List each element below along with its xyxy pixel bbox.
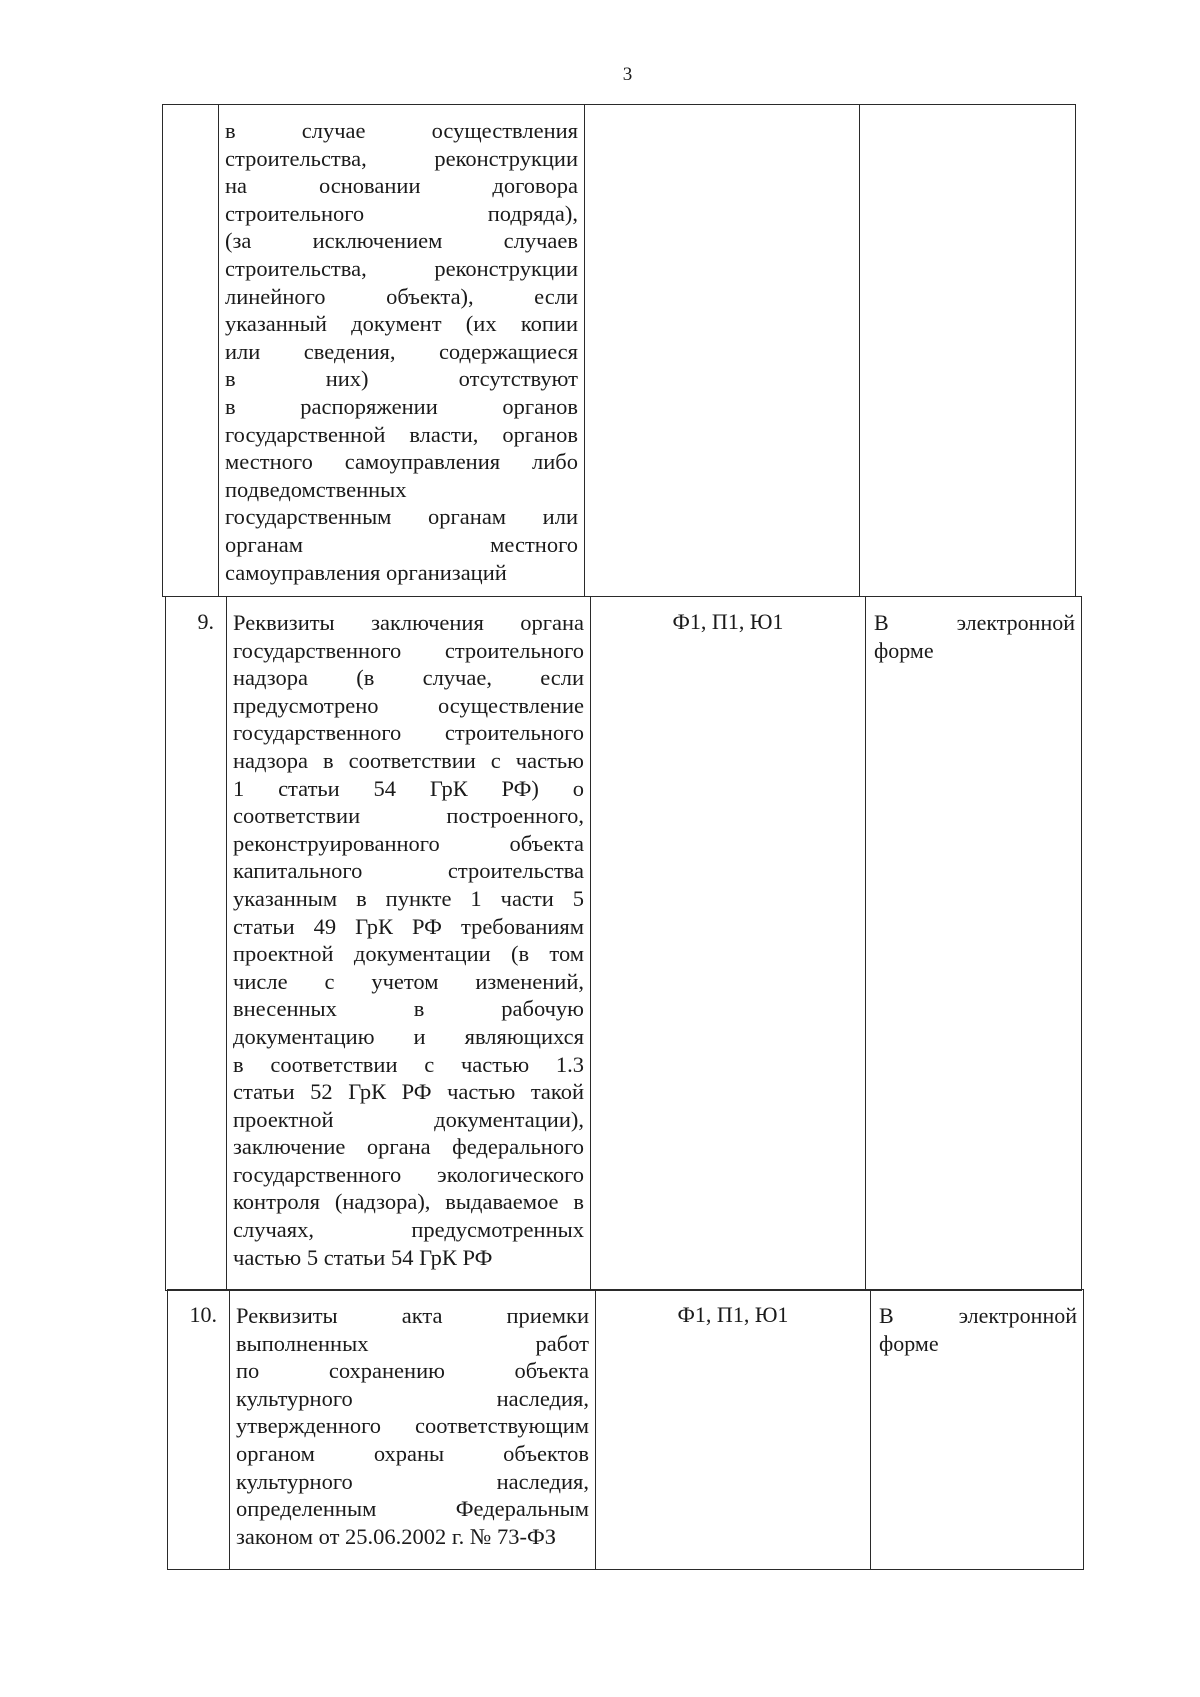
cell-text-line: культурного наследия, [236,1385,589,1411]
cell-text-line: по сохранению объекта [236,1358,589,1384]
cell-text-line: культурного наследия, [236,1468,589,1494]
cell-text-line: утвержденного соответствующим [236,1413,589,1439]
cell-text-line: подведомственных [225,476,407,502]
cell-text-line: органам местного [225,531,578,557]
cell-text-line: государственного строительного [233,637,584,663]
cell-text-line: заключение органа федерального [233,1134,584,1160]
description-cell [227,597,591,1291]
cell-text-line: органом охраны объектов [236,1440,589,1466]
cell-text-line: в случае осуществления [225,118,578,143]
page-number: 3 [622,64,633,85]
cell-text-line: линейного объекта), если [225,283,578,309]
cell-text-line: реконструированного объекта [233,830,584,856]
cell-text-line: надзора (в случае, если [233,665,584,691]
form-cell [866,597,1082,1291]
description-cell [219,105,585,597]
cell-text-line: местного самоуправления либо [225,449,578,475]
cell-text-line: в соответствии с частью 1.3 [233,1051,584,1077]
cell-text-line: В электронной [879,1303,1077,1328]
cell-text-line: внесенных в рабочую [233,996,584,1022]
table-row [166,597,1082,1291]
requirements-table-part-3 [167,1289,1084,1570]
cell-text-line: предусмотрено осуществление [233,692,584,718]
cell-text-line: форме [874,637,934,663]
cell-text-line: в распоряжении органов [225,393,578,419]
cell-text-line: контроля (надзора), выдаваемое в [233,1189,584,1215]
cell-text-line: документацию и являющихся [233,1023,584,1049]
cell-text-line: государственной власти, органов [225,421,578,447]
cell-text-line: в них) отсутствуют [225,366,578,392]
cell-text-line: определенным Федеральным [236,1496,589,1522]
row-number-cell [163,105,219,597]
cell-text-line: числе с учетом изменений, [233,968,584,994]
cell-text-line: надзора в соответствии с частью [233,747,584,773]
form-cell [871,1290,1084,1570]
cell-text-line: частью 5 статьи 54 ГрК РФ [233,1244,493,1270]
cell-text-line: строительства, реконструкции [225,255,578,281]
requirements-table-part-1 [162,104,1076,597]
cell-text-line: соответствии построенного, [233,803,584,829]
cell-text-line: Реквизиты акта приемки [236,1303,589,1328]
form-cell [860,105,1076,597]
row-number-cell: 9. [166,597,227,1291]
cell-text-line: случаях, предусмотренных [233,1217,584,1243]
requirements-table-part-2 [165,596,1082,1291]
cell-text-line: Реквизиты заключения органа [233,610,584,635]
cell-text-line: государственного строительного [233,720,584,746]
row-number-cell: 10. [168,1290,230,1570]
cell-text-line: В электронной [874,610,1075,635]
table-row [163,105,1076,597]
cell-text-line: указанный документ (их копии [225,311,578,337]
cell-text-line: законом от 25.06.2002 г. № 73-ФЗ [236,1523,556,1549]
cell-text-line: государственного экологического [233,1161,584,1187]
cell-text-line: на основании договора [225,173,578,199]
cell-text-line: (за исключением случаев [225,228,578,254]
cell-text-line: строительства, реконструкции [225,145,578,171]
cell-text-line: проектной документации), [233,1106,584,1132]
table-row [168,1290,1084,1570]
cell-text-line: строительного подряда), [225,200,578,226]
cell-text-line: выполненных работ [236,1330,589,1356]
cell-text-line: статьи 49 ГрК РФ требованиям [233,913,584,939]
codes-cell: Ф1, П1, Ю1 [591,597,866,1291]
cell-text-line: форме [879,1330,939,1356]
cell-text-line: статьи 52 ГрК РФ частью такой [233,1079,584,1105]
codes-cell: Ф1, П1, Ю1 [596,1290,871,1570]
cell-text-line: государственным органам или [225,504,578,530]
cell-text-line: 1 статьи 54 ГрК РФ) о [233,775,584,801]
description-cell [230,1290,596,1570]
cell-text-line: самоуправления организаций [225,559,507,585]
cell-text-line: указанным в пункте 1 части 5 [233,885,584,911]
cell-text-line: или сведения, содержащиеся [225,338,578,364]
cell-text-line: проектной документации (в том [233,941,584,967]
codes-cell [585,105,860,597]
cell-text-line: капитального строительства [233,858,584,884]
